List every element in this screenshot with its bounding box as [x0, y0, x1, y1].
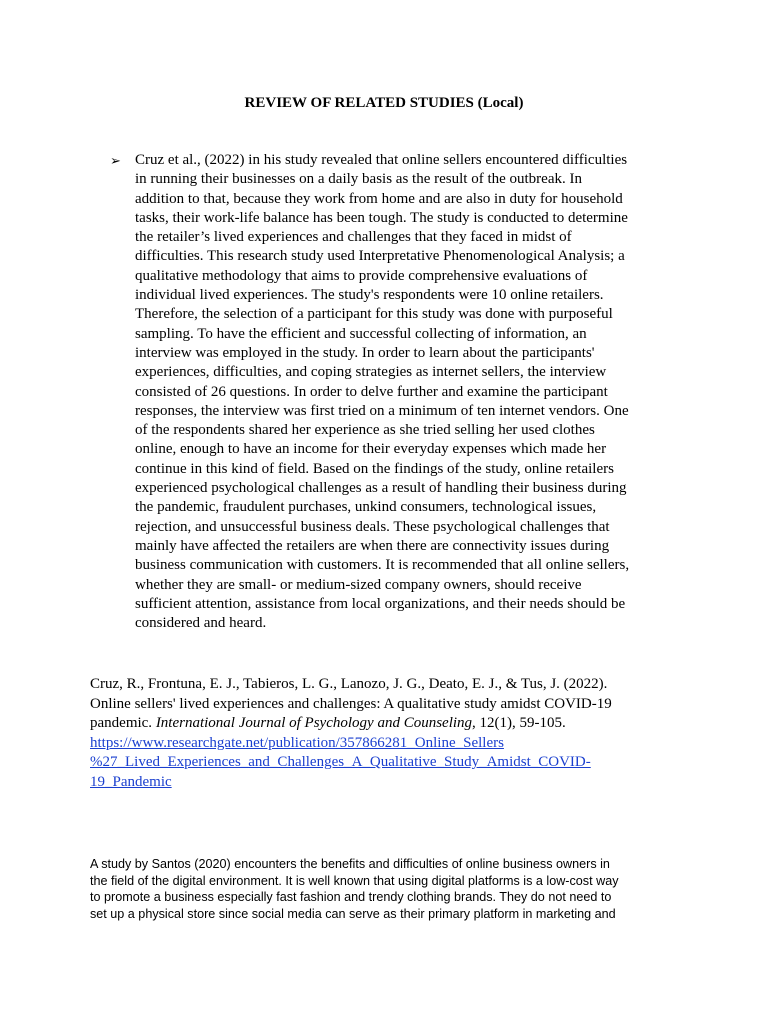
paragraph-line: qualitative methodology that aims to provide comprehensive evaluations of [135, 267, 588, 284]
section-heading: REVIEW OF RELATED STUDIES (Local) [244, 95, 524, 111]
citation-volume-pages: , 12(1), 59-105. [472, 715, 566, 731]
paragraph-line: whether they are small- or medium-sized company owners, should receive [135, 576, 582, 593]
paragraph-line: online, enough to have an income for their everyday expenses which made her [135, 441, 607, 458]
journal-name: International Journal of Psychology and Counseling [155, 715, 473, 731]
reference-citation [90, 675, 690, 792]
paragraph-line: set up a physical store since social media can serve as their primary platform in marketing and [90, 906, 616, 921]
paragraph-line: in running their businesses on a daily basis as the result of the outbreak. In [135, 171, 582, 188]
santos-summary-paragraph [90, 856, 690, 922]
paragraph-line: Cruz et al., (2022) in his study revealed that online sellers encountered difficulties [135, 152, 628, 168]
paragraph-line: Therefore, the selection of a participant for this study was done with purposeful [135, 306, 613, 323]
paragraph-line: sufficient attention, assistance from local organizations, and their needs should be [135, 595, 626, 612]
paragraph-line: difficulties. This research study used Interpretative Phenomenological Analysis; a [135, 248, 625, 265]
paragraph-line: business communication with customers. It is recommended that all online sellers, [135, 557, 630, 574]
paragraph-line: responses, the interview was first tried on a minimum of ten internet vendors. One [135, 402, 629, 419]
citation-source-prefix: pandemic. [90, 715, 156, 731]
citation-url-link[interactable]: 19_Pandemic [90, 773, 172, 790]
paragraph-line: interview was employed in the study. In order to learn about the participants' [135, 344, 595, 361]
paragraph-line: of the respondents shared her experience as she tried selling her used clothes [135, 422, 595, 439]
citation-url-link[interactable]: %27_Lived_Experiences_and_Challenges_A_Qualitative_Study_Amidst_COVID- [90, 754, 591, 770]
paragraph-line: rejection, and unsuccessful business deals. These psychological challenges that [135, 518, 610, 535]
paragraph-line: individual lived experiences. The study's respondents were 10 online retailers. [135, 287, 604, 304]
bullet-arrow-icon: ➢ [110, 154, 121, 169]
paragraph-line: continue in this kind of field. Based on the findings of the study, online retailers [135, 460, 614, 477]
paragraph-line: experienced psychological challenges as a result of handling their business during [135, 480, 627, 497]
paragraph-line: tasks, their work-life balance has been tough. The study is conducted to determine [135, 209, 628, 226]
paragraph-line: to promote a business especially fast fashion and trendy clothing brands. They do not need to [90, 890, 612, 904]
paragraph-line: the retailer’s lived experiences and challenges that they faced in midst of [135, 229, 572, 246]
paragraph-line: A study by Santos (2020) encounters the benefits and difficulties of online business owners in [90, 857, 610, 871]
cruz-summary-paragraph [135, 151, 675, 633]
paragraph-line: considered and heard. [135, 615, 267, 632]
citation-url-link[interactable]: https://www.researchgate.net/publication/357866281_Online_Sellers [90, 734, 504, 751]
paragraph-line: consisted of 26 questions. In order to delve further and examine the participant [135, 383, 608, 400]
paragraph-line: the field of the digital environment. It is well known that using digital platforms is a low-cost way [90, 873, 619, 888]
paragraph-line: the pandemic, fraudulent purchases, unkind consumers, technological issues, [135, 499, 597, 516]
paragraph-line: sampling. To have the efficient and successful collecting of information, an [135, 325, 587, 342]
paragraph-line: experiences, difficulties, and coping strategies as internet sellers, the interview [135, 364, 607, 381]
citation-title-line: Online sellers' lived experiences and challenges: A qualitative study amidst COVID-19 [90, 695, 612, 712]
citation-source-line [90, 714, 690, 734]
paragraph-line: mainly have affected the retailers are when there are connectivity issues during [135, 537, 610, 554]
paragraph-line: addition to that, because they work from home and are also in duty for household [135, 190, 623, 207]
citation-authors-line: Cruz, R., Frontuna, E. J., Tabieros, L. G., Lanozo, J. G., Deato, E. J., & Tus, J. (2022). [90, 676, 608, 692]
